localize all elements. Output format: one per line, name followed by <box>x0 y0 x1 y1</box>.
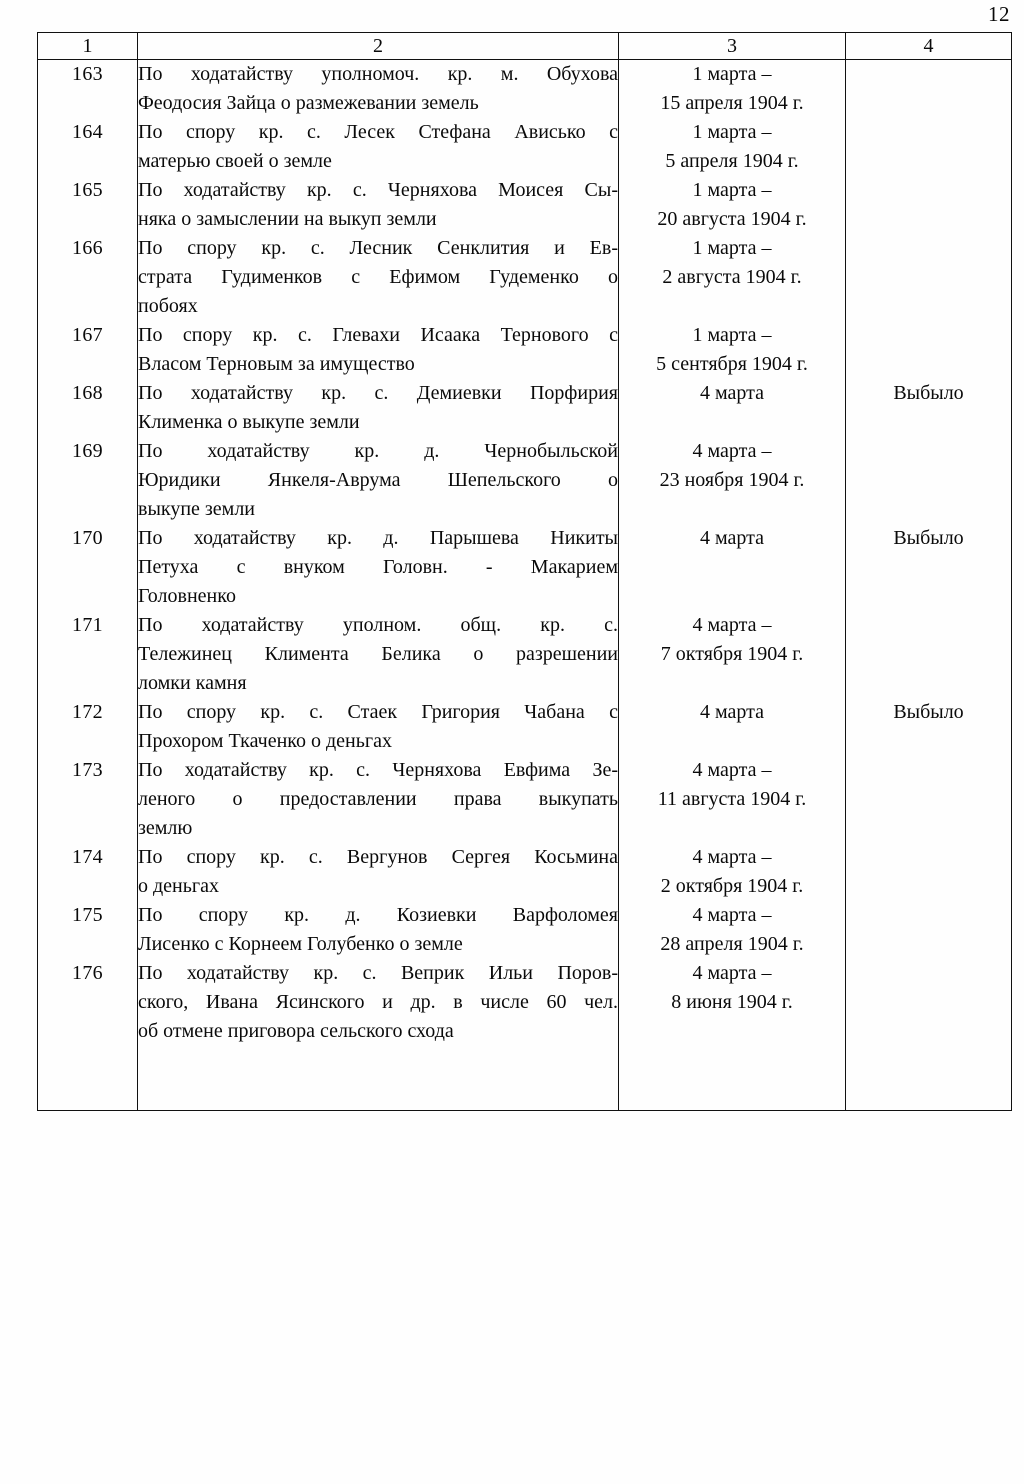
row-subject <box>138 756 619 843</box>
date-line: 4 марта – <box>692 846 772 868</box>
row-status <box>846 901 1012 959</box>
table-row <box>38 901 1012 959</box>
table-row <box>38 698 1012 756</box>
subject-line: Юридики Янкеля-Аврума Шепельского о <box>138 469 618 491</box>
table-row <box>38 321 1012 379</box>
subject-line: ского, Ивана Ясинского и др. в числе 60 чел. <box>138 991 618 1013</box>
subject-line: Петуха с внуком Головн. - Макарием <box>138 556 618 578</box>
date-line: 4 марта – <box>692 759 772 781</box>
row-status: Выбыло <box>846 698 1012 756</box>
row-status <box>846 321 1012 379</box>
row-number: 173 <box>38 756 138 843</box>
header-row <box>38 33 1012 60</box>
register-table <box>37 32 1012 1111</box>
date-line: 4 марта – <box>692 440 772 462</box>
row-dates <box>619 756 846 843</box>
row-number: 164 <box>38 118 138 176</box>
date-line: 5 апреля 1904 г. <box>665 150 799 172</box>
table-row <box>38 234 1012 321</box>
row-dates <box>619 611 846 698</box>
subject-line: няка о замыслении на выкуп земли <box>138 208 437 230</box>
table-row <box>38 379 1012 437</box>
row-status <box>846 756 1012 843</box>
row-subject <box>138 176 619 234</box>
row-status <box>846 611 1012 698</box>
date-line: 8 июня 1904 г. <box>671 991 793 1013</box>
row-status <box>846 843 1012 901</box>
date-line: 11 августа 1904 г. <box>657 788 807 810</box>
date-line: 5 сентября 1904 г. <box>656 353 808 375</box>
column-header-1: 1 <box>38 33 138 60</box>
row-number: 174 <box>38 843 138 901</box>
table-row <box>38 60 1012 119</box>
row-subject <box>138 959 619 1046</box>
subject-line: Лисенко с Корнеем Голубенко о земле <box>138 933 463 955</box>
subject-line: По ходатайству кр. с. Веприк Ильи Поров- <box>138 962 618 984</box>
subject-line: По ходатайству кр. с. Демиевки Порфирия <box>138 382 618 404</box>
table-body <box>38 60 1012 1111</box>
row-status: Выбыло <box>846 379 1012 437</box>
date-line: 20 августа 1904 г. <box>657 208 807 230</box>
row-number: 175 <box>38 901 138 959</box>
row-status <box>846 437 1012 524</box>
date-line: 15 апреля 1904 г. <box>660 92 804 114</box>
column-header-2: 2 <box>138 33 619 60</box>
subject-line: побоях <box>138 295 198 317</box>
page-number: 12 <box>988 2 1010 26</box>
row-status <box>846 234 1012 321</box>
row-status <box>846 959 1012 1046</box>
filler-cell <box>846 1046 1012 1111</box>
row-subject <box>138 234 619 321</box>
subject-line: об отмене приговора сельского схода <box>138 1020 454 1042</box>
subject-line: По спору кр. с. Стаек Григория Чабана с <box>138 701 618 723</box>
filler-cell <box>38 1046 138 1111</box>
subject-line: Власом Терновым за имущество <box>138 353 415 375</box>
subject-line: По ходатайству уполномоч. кр. м. Обухова <box>138 63 618 85</box>
row-status: Выбыло <box>846 524 1012 611</box>
row-dates <box>619 118 846 176</box>
date-line: 1 марта – <box>692 179 772 201</box>
subject-line: о деньгах <box>138 875 219 897</box>
date-line: 4 марта <box>700 701 764 723</box>
row-dates <box>619 959 846 1046</box>
subject-line: страта Гудименков с Ефимом Гудеменко о <box>138 266 618 288</box>
row-dates <box>619 234 846 321</box>
date-line: 4 марта <box>700 382 764 404</box>
row-subject <box>138 321 619 379</box>
row-subject <box>138 524 619 611</box>
column-header-4: 4 <box>846 33 1012 60</box>
row-subject <box>138 437 619 524</box>
row-dates <box>619 437 846 524</box>
date-line: 23 ноября 1904 г. <box>659 469 805 491</box>
row-status <box>846 60 1012 119</box>
table-filler-row <box>38 1046 1012 1111</box>
row-dates <box>619 379 846 437</box>
subject-line: Прохором Ткаченко о деньгах <box>138 730 392 752</box>
subject-line: По ходатайству кр. д. Чернобыльской <box>138 440 618 462</box>
table-row <box>38 959 1012 1046</box>
subject-line: По спору кр. с. Лесек Стефана Ависько с <box>138 121 618 143</box>
date-line: 4 марта – <box>692 614 772 636</box>
row-dates <box>619 524 846 611</box>
subject-line: По спору кр. с. Вергунов Сергея Косьмина <box>138 846 618 868</box>
table-header <box>38 33 1012 60</box>
row-number: 168 <box>38 379 138 437</box>
date-line: 4 марта – <box>692 962 772 984</box>
date-line: 1 марта – <box>692 237 772 259</box>
row-dates <box>619 843 846 901</box>
row-number: 169 <box>38 437 138 524</box>
row-subject <box>138 611 619 698</box>
row-number: 172 <box>38 698 138 756</box>
date-line: 1 марта – <box>692 324 772 346</box>
date-line: 1 марта – <box>692 63 772 85</box>
subject-line: По ходатайству уполном. общ. кр. с. <box>138 614 618 636</box>
row-dates <box>619 321 846 379</box>
table-row <box>38 118 1012 176</box>
row-status <box>846 176 1012 234</box>
row-subject <box>138 60 619 119</box>
row-number: 176 <box>38 959 138 1046</box>
row-number: 170 <box>38 524 138 611</box>
column-header-3: 3 <box>619 33 846 60</box>
table-row <box>38 524 1012 611</box>
row-subject <box>138 118 619 176</box>
date-line: 1 марта – <box>692 121 772 143</box>
table-row <box>38 176 1012 234</box>
row-subject <box>138 843 619 901</box>
subject-line: Головненко <box>138 585 236 607</box>
row-number: 166 <box>38 234 138 321</box>
row-number: 167 <box>38 321 138 379</box>
row-dates <box>619 698 846 756</box>
subject-line: По спору кр. д. Козиевки Варфоломея <box>138 904 618 926</box>
subject-line: По спору кр. с. Лесник Сенклития и Ев- <box>138 237 618 259</box>
filler-cell <box>619 1046 846 1111</box>
subject-line: По спору кр. с. Глевахи Исаака Тернового с <box>138 324 618 346</box>
subject-line: По ходатайству кр. с. Черняхова Моисея Сы- <box>138 179 618 201</box>
subject-line: матерью своей о земле <box>138 150 332 172</box>
subject-line: По ходатайству кр. с. Черняхова Евфима Зе- <box>138 759 618 781</box>
row-number: 165 <box>38 176 138 234</box>
subject-line: выкупе земли <box>138 498 256 520</box>
subject-line: Тележинец Климента Белика о разрешении <box>138 643 618 665</box>
subject-line: землю <box>138 817 193 839</box>
row-dates <box>619 176 846 234</box>
table-row <box>38 611 1012 698</box>
row-subject <box>138 698 619 756</box>
row-number: 171 <box>38 611 138 698</box>
subject-line: леного о предоставлении права выкупать <box>138 788 618 810</box>
date-line: 7 октября 1904 г. <box>660 643 804 665</box>
table-row <box>38 843 1012 901</box>
subject-line: Клименка о выкупе земли <box>138 411 360 433</box>
table-row <box>38 437 1012 524</box>
date-line: 4 марта <box>700 527 764 549</box>
date-line: 2 октября 1904 г. <box>660 875 804 897</box>
date-line: 2 августа 1904 г. <box>662 266 802 288</box>
row-subject <box>138 901 619 959</box>
row-dates <box>619 901 846 959</box>
subject-line: ломки камня <box>138 672 247 694</box>
subject-line: Феодосия Зайца о размежевании земель <box>138 92 479 114</box>
row-subject <box>138 379 619 437</box>
row-status <box>846 118 1012 176</box>
row-number: 163 <box>38 60 138 119</box>
subject-line: По ходатайству кр. д. Парышева Никиты <box>138 527 618 549</box>
filler-cell <box>138 1046 619 1111</box>
date-line: 28 апреля 1904 г. <box>660 933 804 955</box>
row-dates <box>619 60 846 119</box>
table-row <box>38 756 1012 843</box>
date-line: 4 марта – <box>692 904 772 926</box>
